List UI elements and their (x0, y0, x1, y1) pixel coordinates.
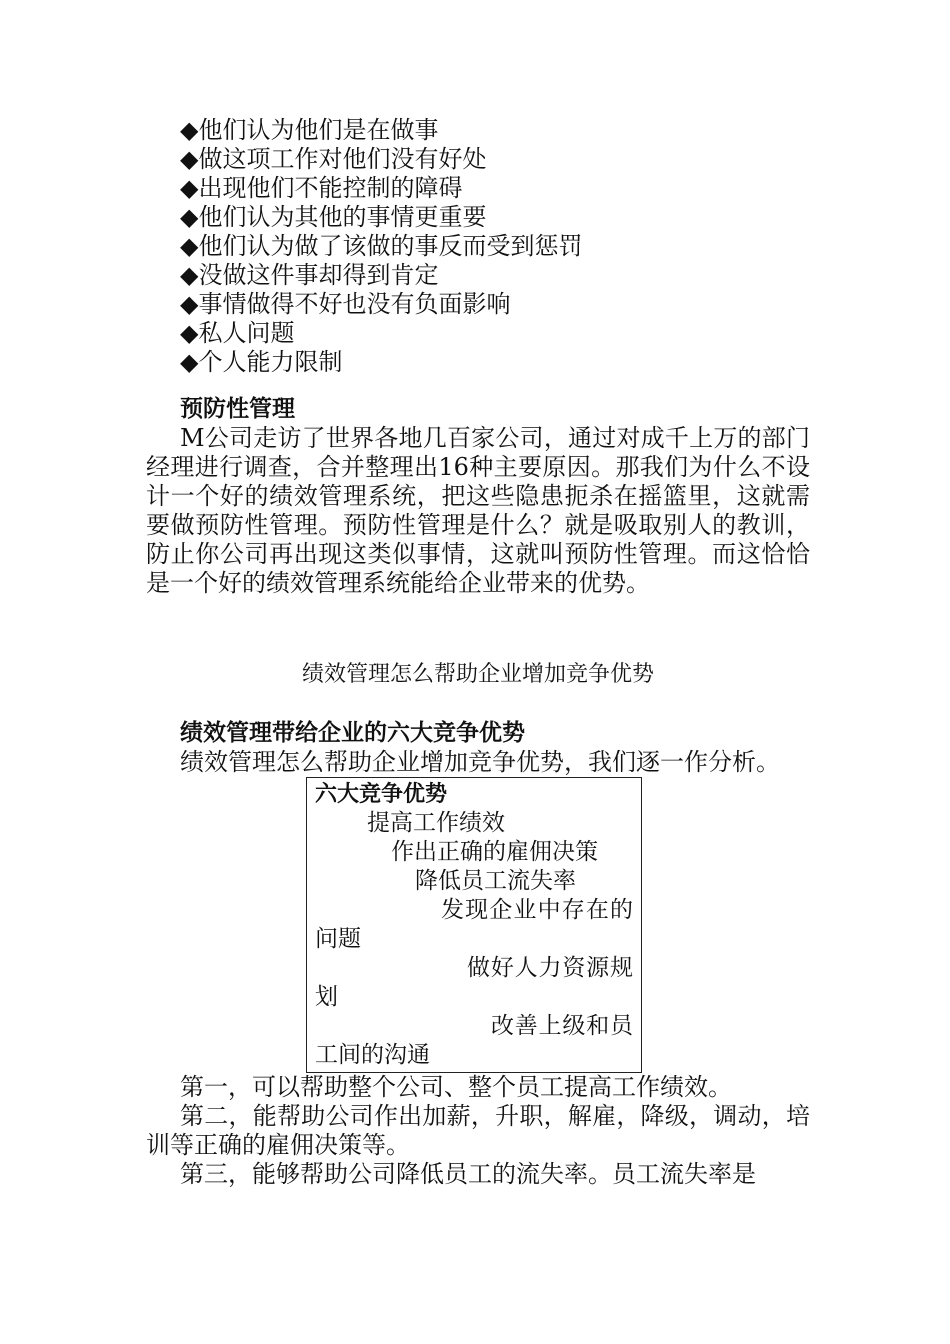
bullet-item: ◆事情做得不好也没有负面影响 (180, 290, 511, 318)
bullet-item: ◆个人能力限制 (180, 348, 343, 376)
section-paragraph-preventive: M公司走访了世界各地几百家公司，通过对成千上万的部门经理进行调查，合并整理出16种主要原因。那我们为什么不设计一个好的绩效管理系统，把这些隐患扼杀在摇篮里，这就需要做预防性管理。预防性管理是什么？就是吸取别人的教训，防止你公司再出现这类似事情，这就叫预防性管理。而这恰恰是一个好的绩效管理系统能给企业带来的优势。 (146, 424, 810, 597)
box-item: 提高工作绩效 (367, 810, 505, 836)
bullet-item: ◆他们认为做了该做的事反而受到惩罚 (180, 232, 583, 260)
bullet-item: ◆他们认为他们是在做事 (180, 116, 439, 144)
reasons-bullet-list (146, 116, 810, 377)
box-item: 改善上级和员工间的沟通 (315, 1013, 633, 1068)
advantage-paragraph: 第三，能够帮助公司降低员工的流失率。员工流失率是 (180, 1160, 756, 1188)
chapter-title: 绩效管理怎么帮助企业增加竞争优势 (301, 662, 654, 687)
advantage-paragraph: 第一，可以帮助整个公司、整个员工提高工作绩效。 (180, 1073, 732, 1101)
section-intro: 绩效管理怎么帮助企业增加竞争优势，我们逐一作分析。 (180, 748, 780, 776)
document-page (146, 116, 810, 1189)
bullet-item: ◆做这项工作对他们没有好处 (180, 145, 487, 173)
box-item: 发现企业中存在的问题 (315, 897, 633, 952)
bullet-item: ◆没做这件事却得到肯定 (180, 261, 439, 289)
box-title: 六大竞争优势 (315, 782, 448, 807)
box-item: 作出正确的雇佣决策 (391, 839, 598, 865)
section-heading-preventive: 预防性管理 (180, 396, 295, 422)
advantages-text-box (306, 777, 642, 1073)
section-heading-advantages: 绩效管理带给企业的六大竞争优势 (180, 720, 525, 746)
bullet-item: ◆他们认为其他的事情更重要 (180, 203, 487, 231)
box-item: 做好人力资源规划 (315, 955, 633, 1010)
advantage-paragraph: 第二，能帮助公司作出加薪，升职，解雇，降级，调动，培训等正确的雇佣决策等。 (146, 1102, 810, 1159)
box-item: 降低员工流失率 (415, 868, 576, 894)
bullet-item: ◆私人问题 (180, 319, 295, 347)
bullet-item: ◆出现他们不能控制的障碍 (180, 174, 463, 202)
